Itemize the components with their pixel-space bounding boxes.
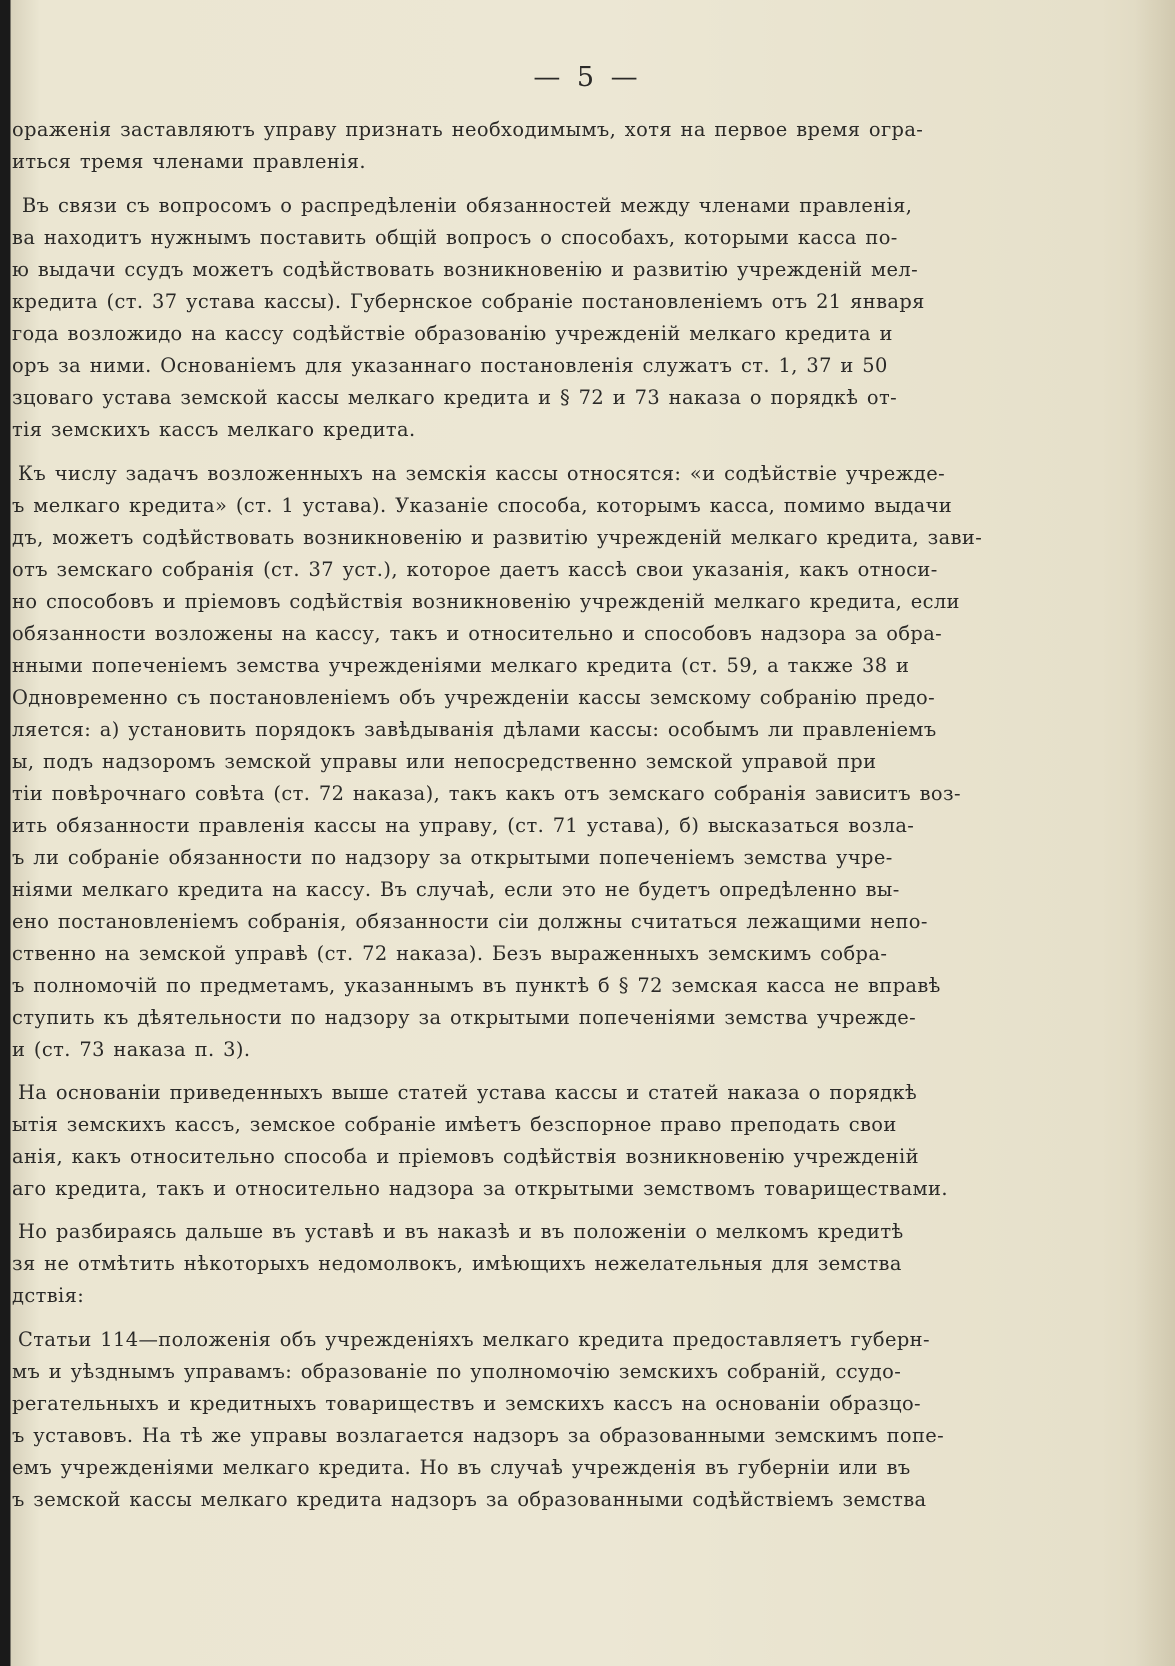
text-line: ственно на земской управѣ (ст. 72 наказа). Безъ выраженныхъ земскимъ собра- [12, 942, 888, 965]
text-line: и (ст. 73 наказа п. 3). [12, 1038, 251, 1061]
text-line: Статьи 114—положенія объ учрежденіяхъ мелкаго кредита предоставляетъ губерн- [18, 1328, 930, 1351]
text-line: ено постановленіемъ собранія, обязанности сіи должны считаться лежащими непо- [12, 910, 928, 933]
text-line: оръ за ними. Основаніемъ для указаннаго постановленія служатъ ст. 1, 37 и 50 [12, 354, 888, 377]
text-line: зцоваго устава земской кассы мелкаго кредита и § 72 и 73 наказа о порядкѣ от- [12, 386, 898, 409]
text-line: тія земскихъ кассъ мелкаго кредита. [12, 418, 416, 441]
text-line: года возложидо на кассу содѣйствіе образованію учрежденій мелкаго кредита и [12, 322, 893, 345]
text-line: регательныхъ и кредитныхъ товариществъ и земскихъ кассъ на основаніи образцо- [12, 1392, 922, 1415]
text-line: ы, подъ надзоромъ земской управы или непосредственно земской управой при [12, 750, 877, 773]
text-line: Въ связи съ вопросомъ о распредѣленіи обязанностей между членами правленія, [22, 194, 913, 217]
text-line: Одновременно съ постановленіемъ объ учрежденіи кассы земскому собранію предо- [12, 686, 936, 709]
text-line: нными попеченіемъ земства учрежденіями мелкаго кредита (ст. 59, а также 38 и [12, 654, 910, 677]
text-line: тіи повѣрочнаго совѣта (ст. 72 наказа), такъ какъ отъ земскаго собранія зависитъ воз- [12, 782, 961, 805]
text-line: ытія земскихъ кассъ, земское собраніе имѣетъ безспорное право преподать свои [12, 1113, 897, 1136]
text-line: емъ учрежденіями мелкаго кредита. Но въ случаѣ учрежденія въ губерніи или въ [12, 1456, 911, 1479]
text-line: ить обязанности правленія кассы на управу, (ст. 71 устава), б) высказаться возла- [12, 814, 915, 837]
text-line: ъ уставовъ. На тѣ же управы возлагается надзоръ за образованными земскимъ попе- [12, 1424, 945, 1447]
text-line: ніями мелкаго кредита на кассу. Въ случаѣ, если это не будетъ опредѣленно вы- [12, 878, 900, 901]
text-line: ъ ли собраніе обязанности по надзору за открытыми попеченіемъ земства учре- [12, 846, 893, 869]
text-line: дъ, можетъ содѣйствовать возникновенію и развитію учрежденій мелкаго кредита, зави- [12, 526, 983, 549]
text-line: иться тремя членами правленія. [12, 150, 366, 173]
text-line: аго кредита, такъ и относительно надзора за открытыми земствомъ товариществами. [12, 1177, 948, 1200]
text-line: На основаніи приведенныхъ выше статей устава кассы и статей наказа о порядкѣ [18, 1081, 918, 1104]
text-line: ва находитъ нужнымъ поставить общій вопросъ о способахъ, которыми касса по- [12, 226, 898, 249]
text-line: обязанности возложены на кассу, такъ и относительно и способовъ надзора за обра- [12, 622, 943, 645]
text-line: ъ мелкаго кредита» (ст. 1 устава). Указаніе способа, которымъ касса, помимо выдачи [12, 494, 953, 517]
text-line: анія, какъ относительно способа и пріемовъ содѣйствія возникновенію учрежденій [12, 1145, 919, 1168]
text-line: Къ числу задачъ возложенныхъ на земскія кассы относятся: «и содѣйствіе учрежде- [18, 462, 946, 485]
text-line: ъ земской кассы мелкаго кредита надзоръ за образованными содѣйствіемъ земства [12, 1488, 927, 1511]
text-line: кредита (ст. 37 устава кассы). Губернское собраніе постановленіемъ отъ 21 января [12, 290, 925, 313]
text-line: мъ и уѣзднымъ управамъ: образованіе по уполномочію земскихъ собраній, ссудо- [12, 1360, 902, 1383]
text-line: ъ полномочій по предметамъ, указаннымъ въ пунктѣ б § 72 земская касса не вправѣ [12, 974, 941, 997]
text-line: Но разбираясь дальше въ уставѣ и въ наказѣ и въ положеніи о мелкомъ кредитѣ [18, 1220, 904, 1243]
page-edge-shadow [1135, 0, 1175, 1666]
text-line: отъ земскаго собранія (ст. 37 уст.), которое даетъ кассѣ свои указанія, какъ относи- [12, 558, 938, 581]
text-line: но способовъ и пріемовъ содѣйствія возникновенію учрежденій мелкаго кредита, если [12, 590, 960, 613]
text-line: ляется: а) установить порядокъ завѣдыванія дѣлами кассы: особымъ ли правленіемъ [12, 718, 937, 741]
text-line: ступить къ дѣятельности по надзору за открытыми попеченіями земства учрежде- [12, 1006, 917, 1029]
text-line: ю выдачи ссудъ можетъ содѣйствовать возникновенію и развитію учрежденій мел- [12, 258, 919, 281]
text-line: зя не отмѣтить нѣкоторыхъ недомолвокъ, имѣющихъ нежелательныя для земства [12, 1252, 902, 1275]
text-line: ораженія заставляютъ управу признать необходимымъ, хотя на первое время огра- [12, 118, 924, 141]
text-line: дствія: [12, 1284, 85, 1307]
page-number: — 5 — [533, 62, 642, 93]
